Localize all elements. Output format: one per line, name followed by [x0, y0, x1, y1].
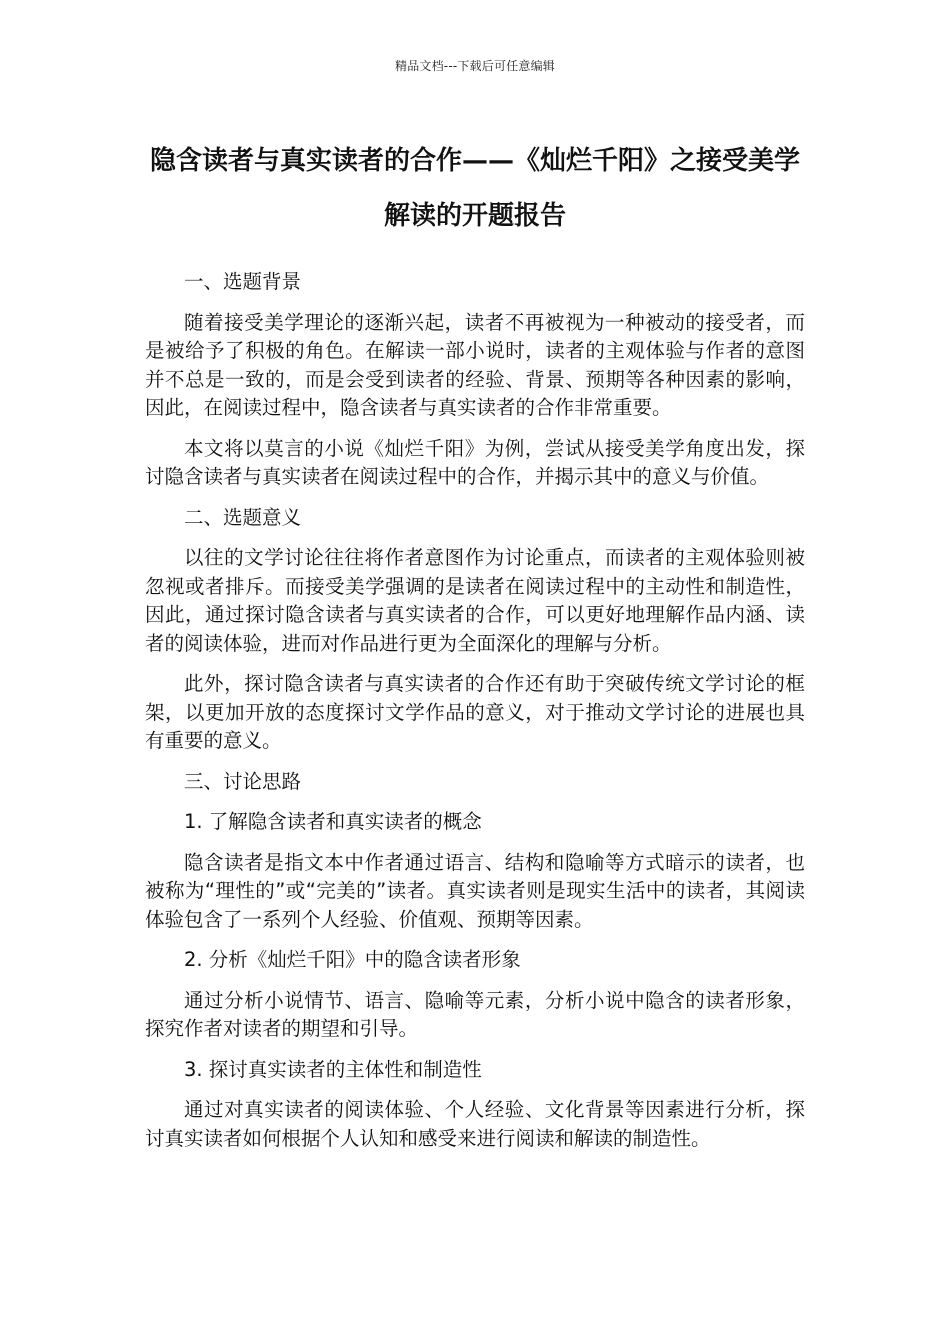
document-title: 隐含读者与真实读者的合作——《灿烂千阳》之接受美学解读的开题报告 — [149, 146, 800, 231]
paragraph: 本文将以莫言的小说《灿烂千阳》为例，尝试从接受美学角度出发，探讨隐含读者与真实读者在阅读过程中的合作，并揭示其中的意义与价值。 — [145, 436, 805, 488]
paragraph: 以往的文学讨论往往将作者意图作为讨论重点，而读者的主观体验则被忽视或者排斥。而接受美学强调的是读者在阅读过程中的主动性和制造性，因此，通过探讨隐含读者与真实读者的合作，可以更好地理解作品内涵、读者的阅读体验，进而对作品进行更为全面深化的理解与分析。 — [145, 546, 805, 655]
paragraph: 随着接受美学理论的逐渐兴起，读者不再被视为一种被动的接受者，而是被给予了积极的角色。在解读一部小说时，读者的主观体验与作者的意图并不总是一致的，而是会受到读者的经验、背景、预期等各种因素的影响，因此，在阅读过程中，隐含读者与真实读者的合作非常重要。 — [145, 310, 805, 419]
subsection-heading: 2. 分析《灿烂千阳》中的隐含读者形象 — [184, 948, 521, 971]
section-heading-background: 一、选题背景 — [184, 270, 302, 293]
document-body — [145, 268, 805, 1165]
section-heading-approach: 三、讨论思路 — [184, 769, 302, 793]
subsection-heading: 3. 探讨真实读者的主体性和制造性 — [184, 1057, 482, 1081]
paragraph: 隐含读者是指文本中作者通过语言、结构和隐喻等方式暗示的读者，也被称为“理性的”或“完美的”读者。真实读者则是现实生活中的读者，其阅读体验包含了一系列个人经验、价值观、预期等因素。 — [145, 850, 805, 931]
paragraph: 通过对真实读者的阅读体验、个人经验、文化背景等因素进行分析，探讨真实读者如何根据个人认知和感受来进行阅读和解读的制造性。 — [145, 1098, 805, 1150]
subsection-heading: 1. 了解隐含读者和真实读者的概念 — [184, 810, 482, 833]
paragraph: 此外，探讨隐含读者与真实读者的合作还有助于突破传统文学讨论的框架，以更加开放的态度探讨文学作品的意义，对于推动文学讨论的进展也具有重要的意义。 — [145, 672, 805, 752]
header-note: 精品文档---下载后可任意编辑 — [395, 59, 555, 73]
section-heading-significance: 二、选题意义 — [184, 505, 302, 529]
paragraph: 通过分析小说情节、语言、隐喻等元素，分析小说中隐含的读者形象，探究作者对读者的期望和引导。 — [145, 988, 805, 1040]
